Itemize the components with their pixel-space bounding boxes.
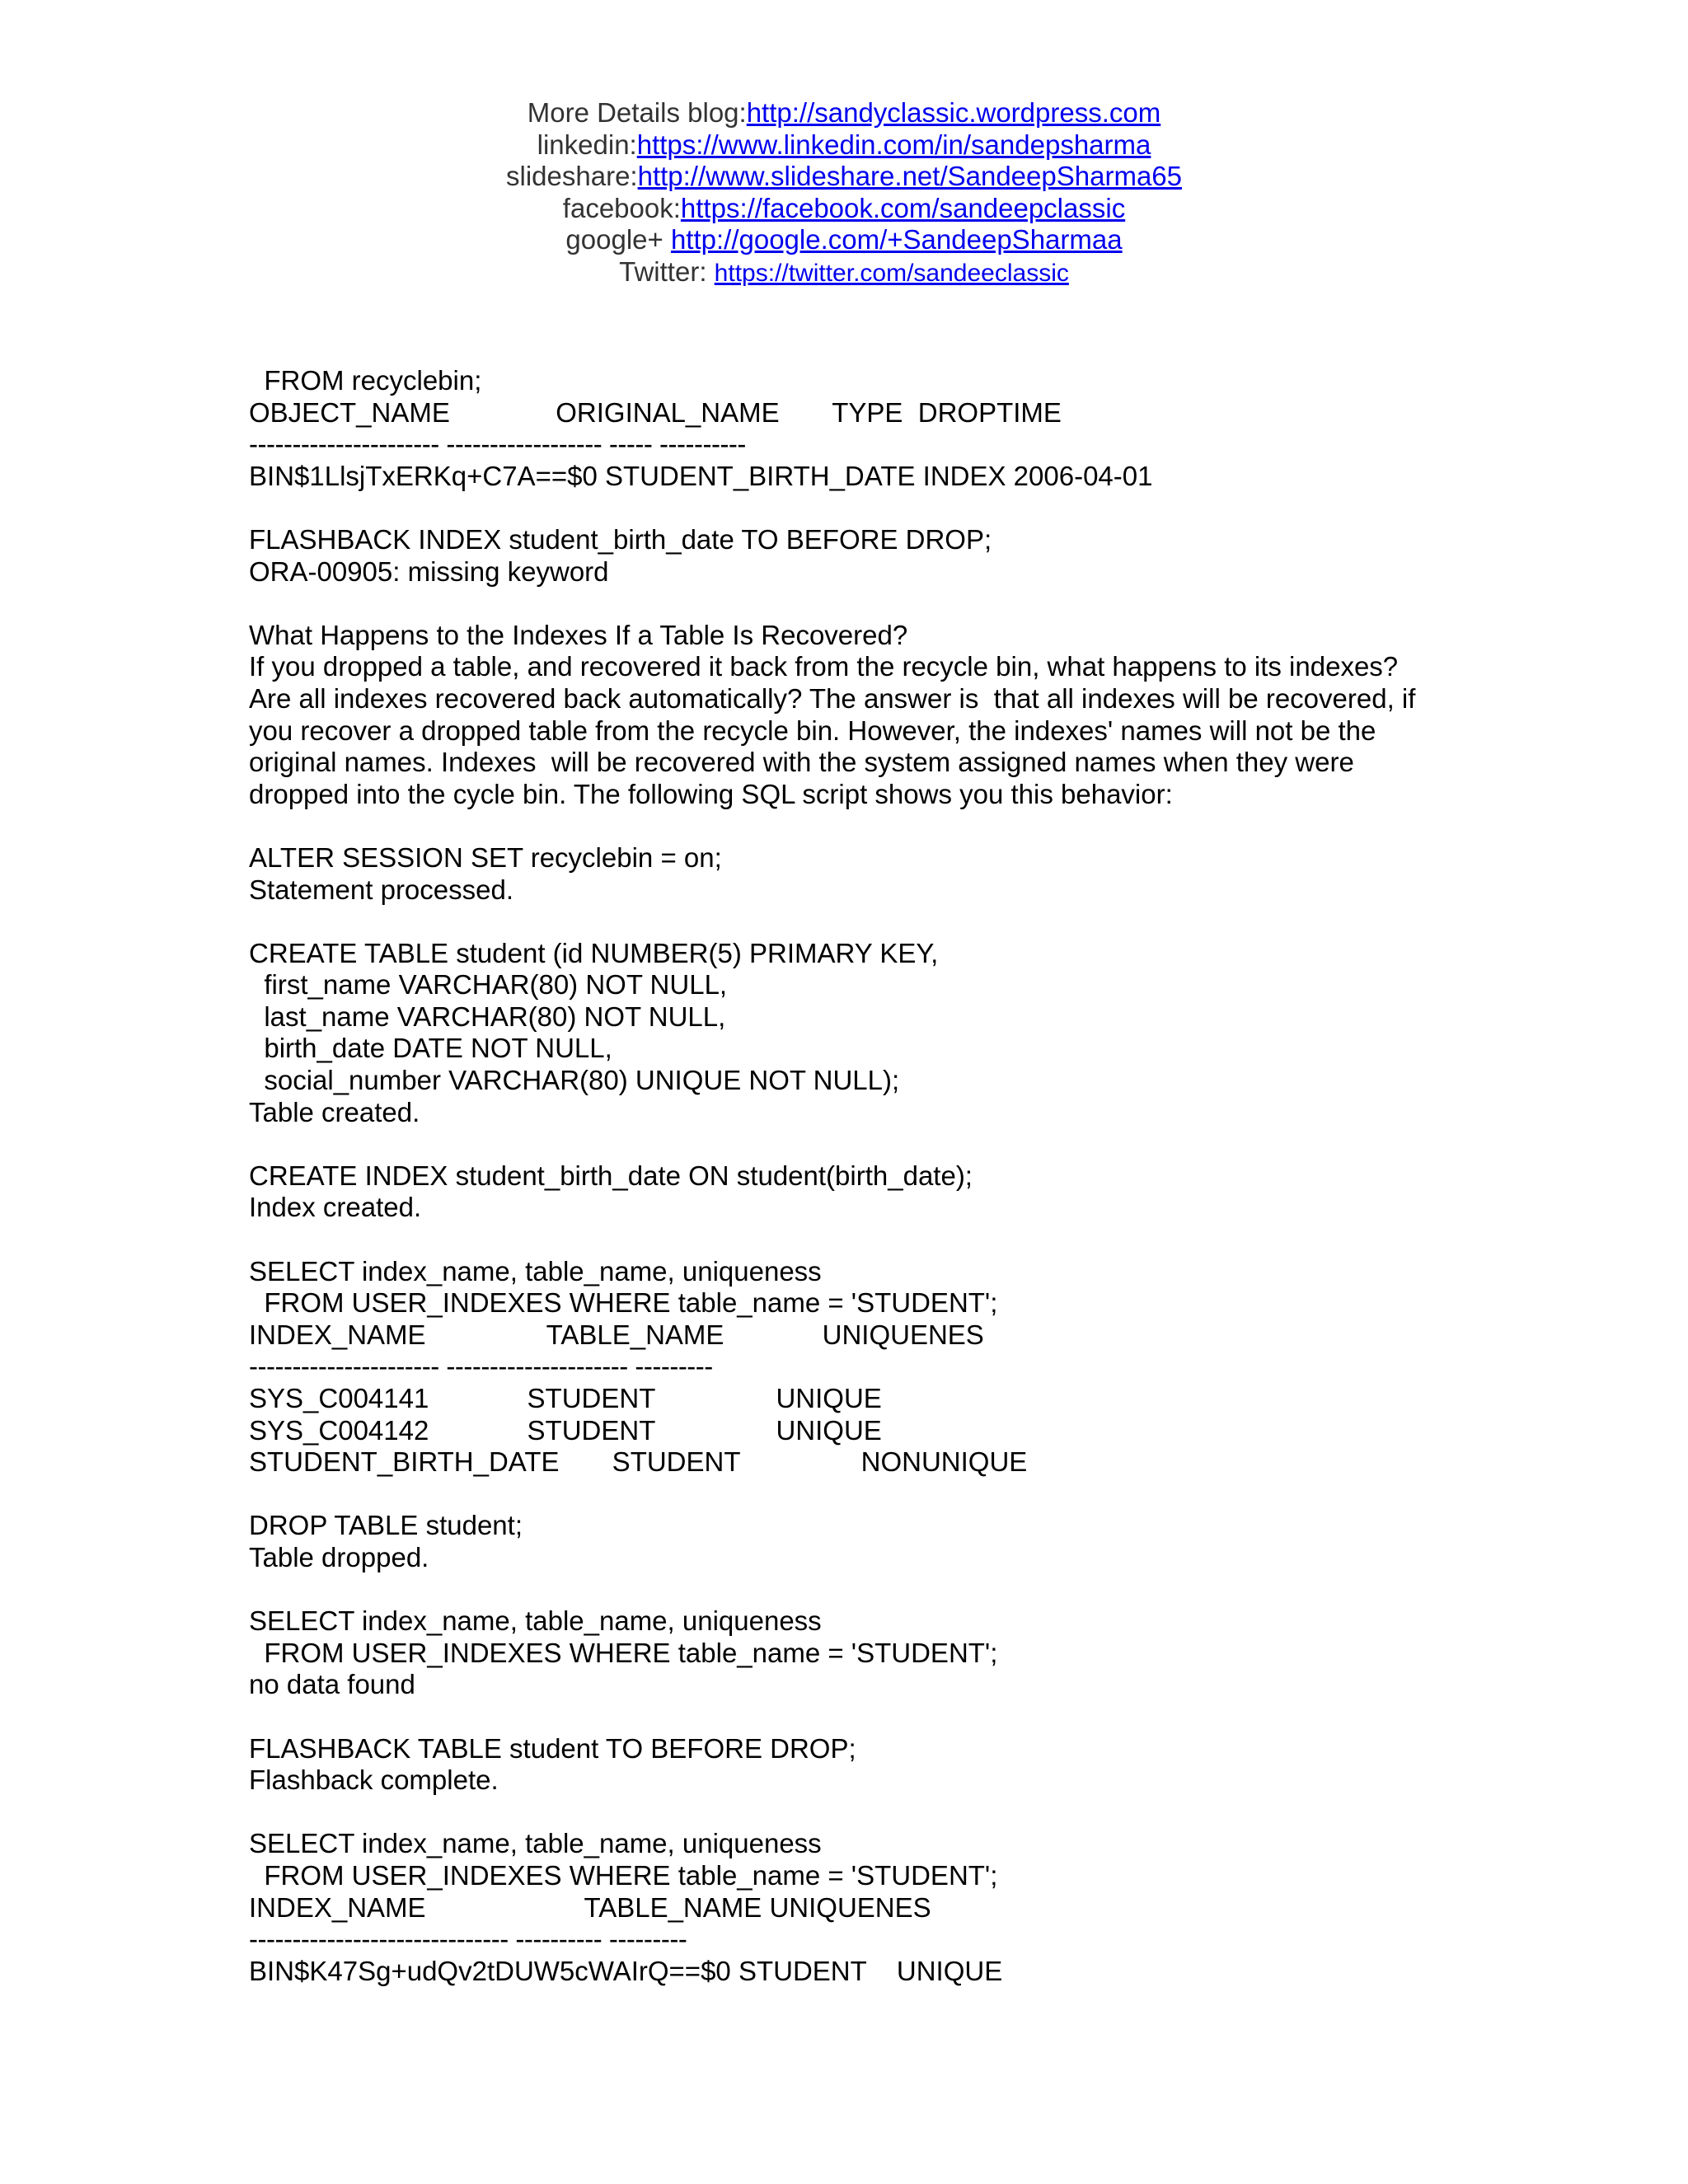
document-line: DROP TABLE student; bbox=[249, 1510, 523, 1541]
header-links bbox=[0, 97, 1688, 289]
document-line: If you dropped a table, and recovered it back from the recycle bin, what happens to its indexes? bbox=[249, 651, 1399, 682]
document-line: original names. Indexes will be recovered with the system assigned names when they were bbox=[249, 747, 1354, 778]
document-line: Statement processed. bbox=[249, 874, 514, 905]
linkedin-label: linkedin: bbox=[537, 129, 637, 160]
document-line bbox=[249, 906, 1452, 938]
document-line: ---------------------- ------------------ ----- ---------- bbox=[249, 429, 746, 460]
document-line bbox=[249, 1128, 1452, 1160]
document-line: SELECT index_name, table_name, uniqueness bbox=[249, 1605, 822, 1637]
twitter-label: Twitter: bbox=[619, 255, 715, 287]
facebook-row bbox=[0, 193, 1688, 225]
document-line: ---------------------- --------------------- --------- bbox=[249, 1351, 713, 1382]
document-line bbox=[249, 1797, 1452, 1829]
linkedin-row bbox=[0, 129, 1688, 162]
document-line: INDEX_NAME TABLE_NAME UNIQUENES bbox=[249, 1891, 931, 1923]
document-line: FROM USER_INDEXES WHERE table_name = 'STUDENT'; bbox=[249, 1859, 998, 1891]
document-line: last_name VARCHAR(80) NOT NULL, bbox=[249, 1001, 726, 1032]
document-line: FROM USER_INDEXES WHERE table_name = 'STUDENT'; bbox=[249, 1287, 998, 1319]
document-line: BIN$K47Sg+udQv2tDUW5cWAIrQ==$0 STUDENT UNIQUE bbox=[249, 1955, 1003, 1986]
document-line: dropped into the cycle bin. The following SQL script shows you this behavior: bbox=[249, 778, 1173, 809]
document-line: OBJECT_NAME ORIGINAL_NAME TYPE DROPTIME bbox=[249, 396, 1062, 428]
document-line bbox=[249, 810, 1452, 842]
facebook-link[interactable]: https://facebook.com/sandeepclassic bbox=[680, 192, 1126, 223]
slideshare-link[interactable]: http://www.slideshare.net/SandeepSharma65 bbox=[637, 161, 1182, 191]
document-line: What Happens to the Indexes If a Table Is Recovered? bbox=[249, 619, 908, 650]
slideshare-row bbox=[0, 161, 1688, 193]
document-line bbox=[249, 1479, 1452, 1511]
document-line: you recover a dropped table from the recycle bin. However, the indexes' names will not be the bbox=[249, 715, 1376, 746]
document-line: BIN$1LlsjTxERKq+C7A==$0 STUDENT_BIRTH_DATE INDEX 2006-04-01 bbox=[249, 460, 1153, 491]
document-line: INDEX_NAME TABLE_NAME UNIQUENES bbox=[249, 1319, 984, 1350]
document-line bbox=[249, 1224, 1452, 1256]
blog-link[interactable]: http://sandyclassic.wordpress.com bbox=[746, 97, 1161, 128]
document-line: FROM USER_INDEXES WHERE table_name = 'STUDENT'; bbox=[249, 1637, 998, 1668]
google-label: google+ bbox=[565, 224, 671, 255]
document-line: Table dropped. bbox=[249, 1541, 429, 1572]
document-line bbox=[249, 588, 1452, 620]
google-link[interactable]: http://google.com/+SandeepSharmaa bbox=[670, 224, 1123, 255]
facebook-label: facebook: bbox=[562, 192, 681, 223]
linkedin-link[interactable]: https://www.linkedin.com/in/sandepsharma bbox=[636, 129, 1151, 160]
document-line: CREATE TABLE student (id NUMBER(5) PRIMARY KEY, bbox=[249, 937, 939, 968]
slideshare-label: slideshare: bbox=[506, 161, 638, 191]
document-line: FLASHBACK TABLE student TO BEFORE DROP; bbox=[249, 1732, 856, 1764]
document-line: SELECT index_name, table_name, uniqueness bbox=[249, 1255, 822, 1286]
document-line: social_number VARCHAR(80) UNIQUE NOT NULL); bbox=[249, 1065, 900, 1096]
document-line: SYS_C004141 STUDENT UNIQUE bbox=[249, 1383, 882, 1413]
document-line: FLASHBACK INDEX student_birth_date TO BEFORE DROP; bbox=[249, 523, 992, 555]
blog-label: More Details blog: bbox=[527, 97, 747, 128]
document-line: first_name VARCHAR(80) NOT NULL, bbox=[249, 969, 728, 1001]
twitter-row bbox=[0, 256, 1688, 290]
document-line: SELECT index_name, table_name, uniqueness bbox=[249, 1828, 822, 1859]
document-line: Index created. bbox=[249, 1192, 422, 1223]
document-line bbox=[249, 1701, 1452, 1733]
document-line: FROM recyclebin; bbox=[249, 365, 482, 396]
document-line: ORA-00905: missing keyword bbox=[249, 555, 609, 587]
document-line: STUDENT_BIRTH_DATE STUDENT NONUNIQUE bbox=[249, 1446, 1028, 1478]
document-line: ALTER SESSION SET recyclebin = on; bbox=[249, 841, 722, 873]
document-line bbox=[249, 1574, 1452, 1606]
document-line: ------------------------------ ---------- --------- bbox=[249, 1924, 687, 1955]
document-line bbox=[249, 492, 1452, 524]
document-line: birth_date DATE NOT NULL, bbox=[249, 1033, 612, 1064]
document-line: Are all indexes recovered back automatically? The answer is that all indexes will be recovered, if bbox=[249, 682, 1416, 714]
document-line: SYS_C004142 STUDENT UNIQUE bbox=[249, 1414, 882, 1446]
document-line: Table created. bbox=[249, 1096, 420, 1127]
document-line: no data found bbox=[249, 1669, 415, 1700]
twitter-link[interactable]: https://twitter.com/sandeeclassic bbox=[714, 259, 1069, 287]
document-line: Flashback complete. bbox=[249, 1765, 499, 1796]
document-line: CREATE INDEX student_birth_date ON student(birth_date); bbox=[249, 1160, 973, 1191]
google-row bbox=[0, 224, 1688, 256]
document-body bbox=[249, 365, 1452, 1987]
blog-row bbox=[0, 97, 1688, 129]
